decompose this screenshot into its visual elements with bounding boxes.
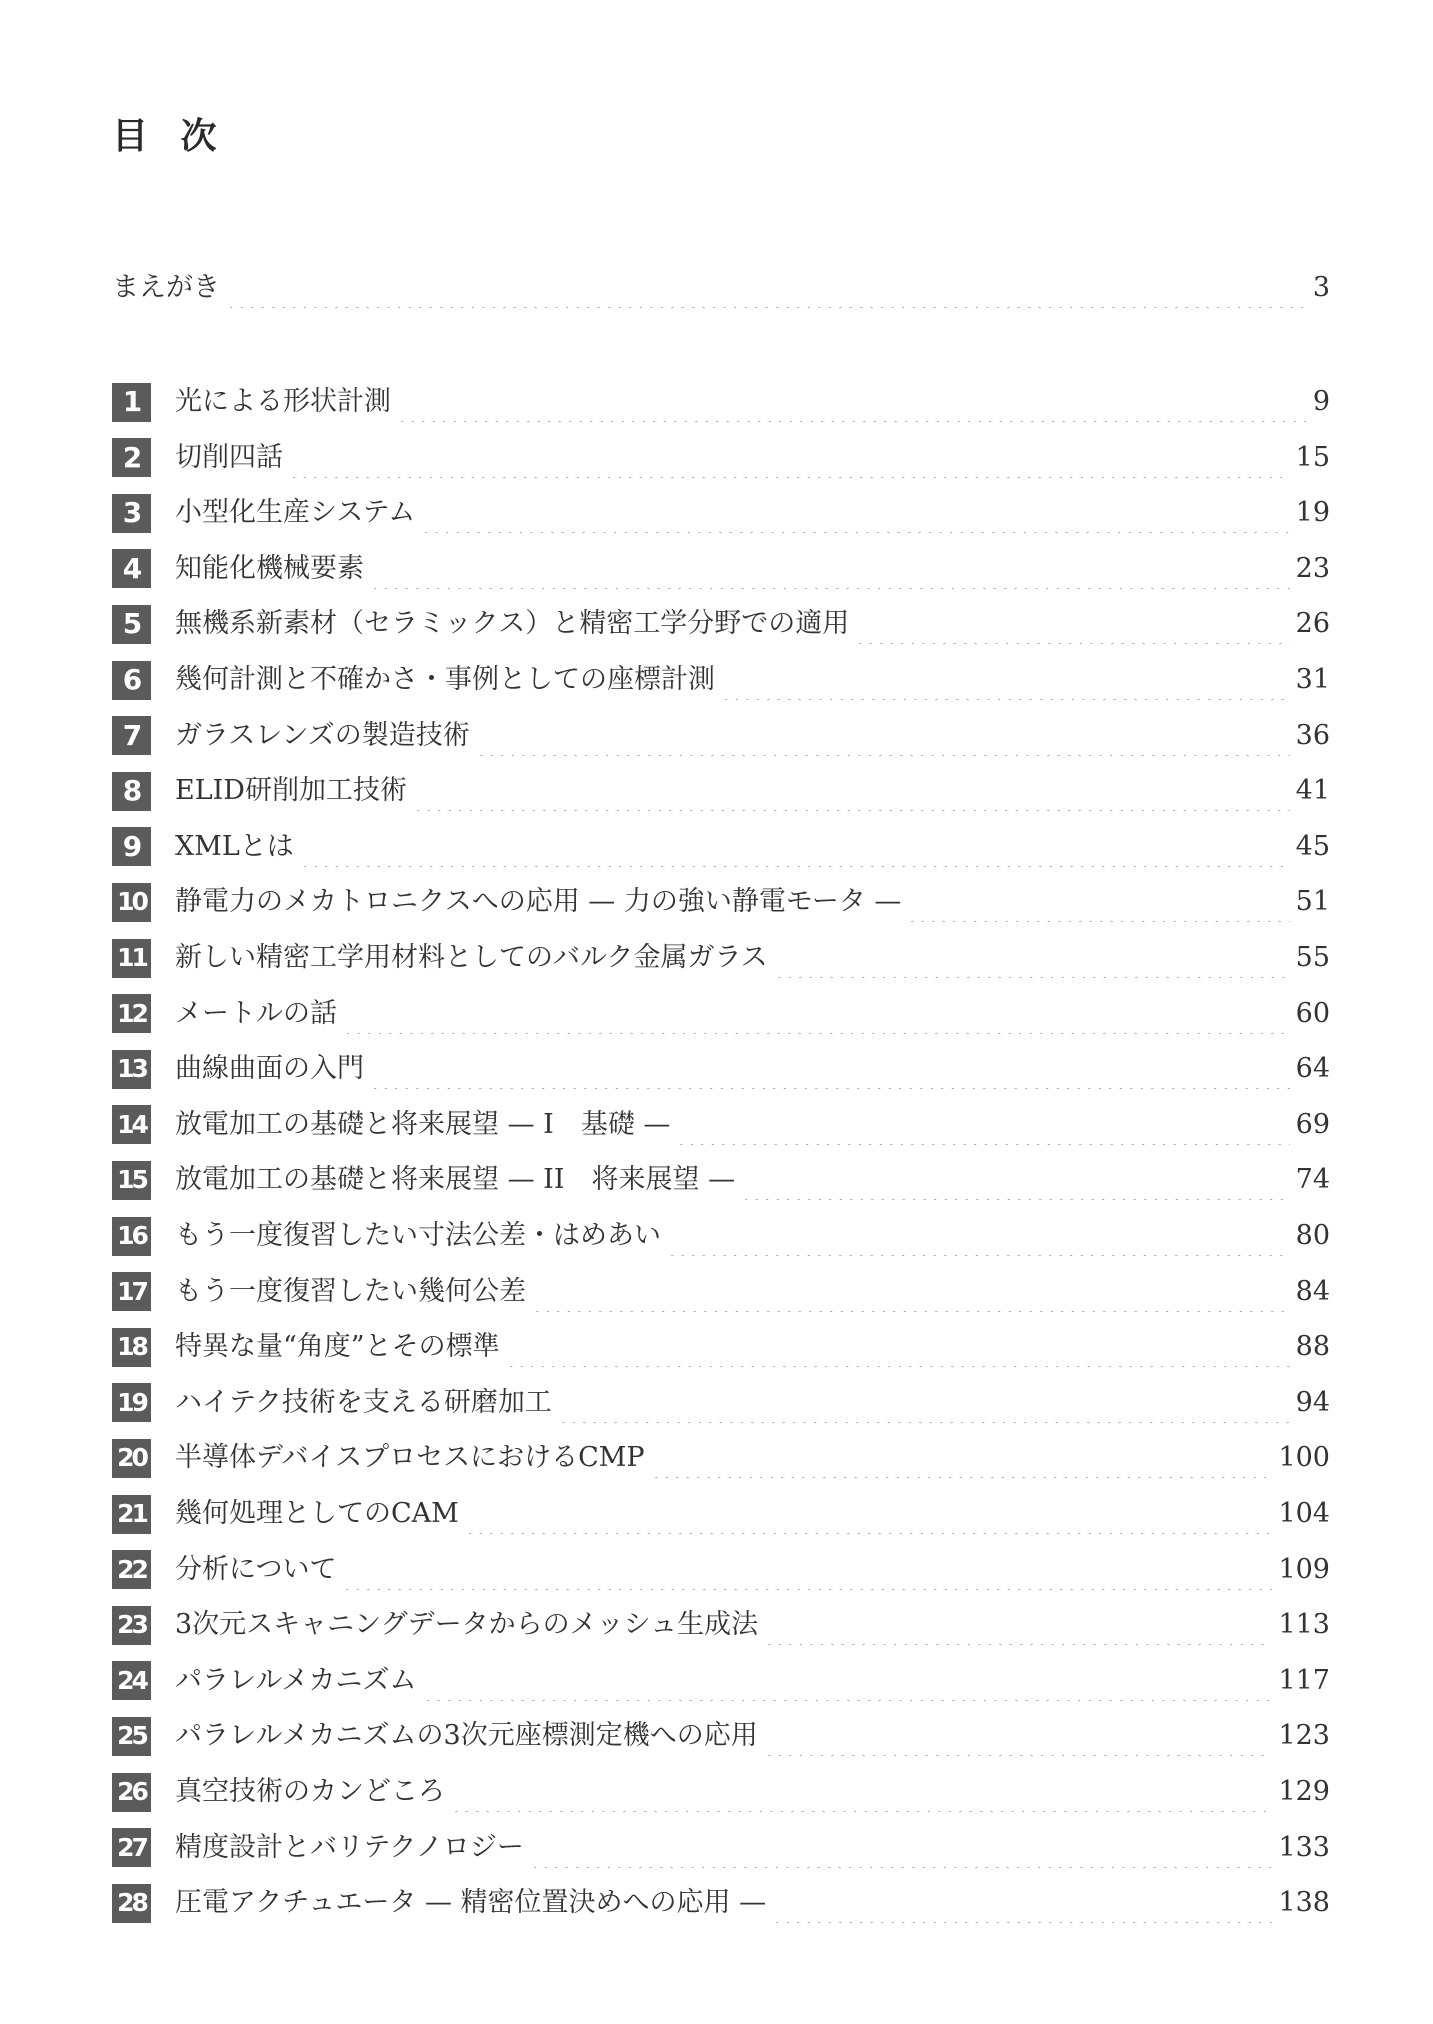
leader-dots: [413, 771, 1290, 811]
leader-dots: [423, 1661, 1273, 1701]
toc-entry-row[interactable]: [112, 1105, 1330, 1145]
chapter-number-badge: 14: [112, 1105, 151, 1144]
toc-page-number: 3: [1312, 272, 1330, 303]
toc-entry-title: 新しい精密工学用材料としてのバルク金属ガラス: [175, 942, 768, 973]
leader-dots: [676, 1105, 1289, 1145]
toc-entry-title: もう一度復習したい寸法公差・はめあい: [175, 1220, 661, 1251]
toc-entry-row[interactable]: [112, 1550, 1330, 1590]
toc-page-number: 15: [1295, 441, 1330, 473]
toc-page-number: 64: [1295, 1053, 1330, 1085]
leader-dots: [370, 549, 1290, 589]
toc-page-number: 9: [1312, 386, 1330, 417]
chapter-number-badge: 13: [112, 1050, 151, 1089]
toc-entry-title: 半導体デバイスプロセスにおけるCMP: [175, 1442, 645, 1474]
toc-entry-title: 切削四話: [175, 441, 283, 473]
toc-entry-title: 分析について: [175, 1553, 337, 1585]
leader-dots: [532, 1272, 1290, 1312]
leader-dots: [530, 1828, 1273, 1868]
toc-entry-title: ELID研削加工技術: [175, 775, 407, 807]
toc-entry-row[interactable]: [112, 1883, 1330, 1923]
toc-page-number: 51: [1295, 886, 1330, 918]
chapter-number-badge: 26: [112, 1773, 151, 1812]
toc-entry-row[interactable]: [112, 1327, 1330, 1367]
toc-entry-row[interactable]: [112, 1494, 1330, 1534]
leader-dots: [465, 1494, 1273, 1534]
chapter-number-badge: 22: [112, 1550, 151, 1589]
chapter-number-badge: 21: [112, 1495, 151, 1534]
toc-entry-title: 曲線曲面の入門: [175, 1053, 364, 1085]
chapter-number-badge: 7: [112, 716, 151, 755]
toc-entry-row[interactable]: [112, 382, 1330, 422]
chapter-number-badge: 17: [112, 1272, 151, 1311]
leader-dots: [741, 1160, 1290, 1200]
toc-page-number: 60: [1295, 997, 1330, 1029]
toc-entry-title: 特異な量“角度”とその標準: [175, 1331, 500, 1363]
toc-entry-row[interactable]: [112, 1772, 1330, 1812]
toc-entry-title: 知能化機械要素: [175, 552, 364, 584]
chapter-number-badge: 6: [112, 661, 151, 700]
toc-entry-row[interactable]: [112, 1438, 1330, 1478]
chapter-number-badge: 16: [112, 1217, 151, 1256]
chapter-number-badge: 25: [112, 1717, 151, 1756]
toc-page-number: 123: [1278, 1720, 1330, 1752]
leader-dots: [289, 438, 1290, 478]
chapter-number-badge: 20: [112, 1439, 151, 1478]
toc-entry-title: 精度設計とバリテクノロジー: [175, 1831, 524, 1863]
toc-entry-title: ハイテク技術を支える研磨加工: [175, 1386, 552, 1418]
toc-entry-title: もう一度復習したい幾何公差: [175, 1275, 526, 1307]
toc-page-number: 41: [1295, 775, 1330, 807]
chapter-number-badge: 18: [112, 1328, 151, 1367]
toc-page-number: 23: [1295, 552, 1330, 584]
chapter-number-badge: 8: [112, 772, 151, 811]
toc-entry-row[interactable]: [112, 827, 1330, 867]
leader-dots: [774, 938, 1290, 978]
toc-page-number: 88: [1295, 1331, 1330, 1363]
leader-dots: [397, 382, 1307, 422]
toc-entry-title: 放電加工の基礎と将来展望 — II 将来展望 —: [175, 1164, 736, 1196]
toc-entry-row[interactable]: [112, 1605, 1330, 1645]
toc-entry-row[interactable]: [112, 438, 1330, 478]
toc-entry-title: ガラスレンズの製造技術: [175, 719, 470, 751]
toc-entry-row[interactable]: [112, 1383, 1330, 1423]
toc-page-number: 69: [1295, 1108, 1330, 1140]
toc-entry-title: パラレルメカニズムの3次元座標測定機への応用: [175, 1720, 758, 1752]
toc-page-number: 55: [1295, 942, 1330, 973]
leader-dots: [226, 268, 1307, 308]
toc-entry-row[interactable]: [112, 1716, 1330, 1756]
leader-dots: [772, 1883, 1272, 1923]
toc-entry-row[interactable]: [112, 660, 1330, 700]
toc-page-number: 84: [1295, 1275, 1330, 1307]
leader-dots: [855, 604, 1289, 644]
toc-entry-row[interactable]: [112, 1049, 1330, 1089]
chapter-number-badge: 5: [112, 605, 151, 644]
toc-page-number: 74: [1295, 1164, 1330, 1196]
toc-entry-title: 圧電アクチュエータ — 精密位置決めへの応用 —: [175, 1887, 767, 1919]
leader-dots: [451, 1772, 1272, 1812]
toc-page-number: 138: [1278, 1887, 1330, 1919]
toc-entry-row[interactable]: [112, 1216, 1330, 1256]
leader-dots: [651, 1438, 1273, 1478]
chapter-number-badge: 11: [112, 939, 151, 978]
toc-entry-title: 放電加工の基礎と将来展望 — I 基礎 —: [175, 1108, 671, 1140]
toc-entry-row[interactable]: [112, 1828, 1330, 1868]
toc-page-number: 36: [1295, 719, 1330, 751]
chapter-number-badge: 4: [112, 549, 151, 588]
toc-page-number: 94: [1295, 1386, 1330, 1418]
toc-entry-row[interactable]: [112, 1272, 1330, 1312]
chapter-number-badge: 9: [112, 827, 151, 866]
leader-dots: [342, 1550, 1272, 1590]
toc-entry-title: 幾何処理としてのCAM: [175, 1498, 459, 1529]
toc-entry-row[interactable]: [112, 1661, 1330, 1701]
leader-dots: [421, 493, 1289, 533]
toc-entry-title: 小型化生産システム: [175, 497, 416, 529]
chapter-number-badge: 15: [112, 1161, 151, 1200]
toc-entry-row[interactable]: [112, 493, 1330, 533]
toc-entry-row[interactable]: [112, 604, 1330, 644]
toc-page-number: 80: [1295, 1220, 1330, 1251]
toc-entry-title: XMLとは: [175, 830, 294, 862]
leader-dots: [667, 1216, 1290, 1256]
toc-page-number: 100: [1278, 1442, 1330, 1474]
toc-page-number: 109: [1278, 1553, 1330, 1585]
leader-dots: [558, 1383, 1290, 1423]
toc-page-number: 129: [1278, 1776, 1330, 1807]
chapter-number-badge: 28: [112, 1884, 151, 1923]
toc-entry-title: 3次元スキャニングデータからのメッシュ生成法: [175, 1609, 759, 1641]
toc-entry-row[interactable]: [112, 882, 1330, 922]
leader-dots: [506, 1327, 1290, 1367]
toc-entry-title: 光による形状計測: [175, 386, 391, 417]
toc-page-number: 133: [1278, 1831, 1330, 1863]
leader-dots: [300, 827, 1290, 867]
chapter-number-badge: 23: [112, 1606, 151, 1645]
toc-entry-row[interactable]: [112, 1160, 1330, 1200]
toc-entry-title: 静電力のメカトロニクスへの応用 — 力の強い静電モータ —: [175, 886, 902, 918]
toc-entry-row[interactable]: [112, 771, 1330, 811]
toc-entry-row[interactable]: [112, 549, 1330, 589]
leader-dots: [907, 882, 1289, 922]
chapter-number-badge: 27: [112, 1828, 151, 1867]
leader-dots: [721, 660, 1290, 700]
toc-page-number: 26: [1295, 608, 1330, 640]
leader-dots: [764, 1605, 1272, 1645]
toc-preface-row[interactable]: [112, 268, 1330, 308]
toc-page-number: 45: [1295, 830, 1330, 862]
toc-page-number: 117: [1278, 1664, 1330, 1696]
toc-page-number: 113: [1278, 1609, 1330, 1641]
chapter-number-badge: 2: [112, 438, 151, 477]
leader-dots: [370, 1049, 1290, 1089]
toc-entry-row[interactable]: [112, 716, 1330, 756]
toc-page-number: 31: [1295, 664, 1330, 695]
chapter-number-badge: 1: [112, 383, 151, 422]
toc-page-number: 19: [1295, 497, 1330, 529]
toc-entry-title: 幾何計測と不確かさ・事例としての座標計測: [175, 664, 715, 695]
toc-entry-title: メートルの話: [175, 997, 337, 1029]
chapter-number-badge: 10: [112, 883, 151, 922]
page-title: 目 次: [112, 115, 227, 157]
leader-dots: [343, 994, 1290, 1034]
toc-entry-title: 無機系新素材（セラミックス）と精密工学分野での適用: [175, 608, 850, 640]
leader-dots: [476, 716, 1290, 756]
leader-dots: [764, 1716, 1273, 1756]
chapter-number-badge: 24: [112, 1661, 151, 1700]
chapter-number-badge: 19: [112, 1383, 151, 1422]
toc-entry-row[interactable]: [112, 938, 1330, 978]
chapter-number-badge: 12: [112, 994, 151, 1033]
toc-entry-title: 真空技術のカンどころ: [175, 1776, 445, 1807]
toc-entry-title: パラレルメカニズム: [175, 1664, 417, 1696]
toc-page-number: 104: [1278, 1498, 1330, 1529]
toc-entry-row[interactable]: [112, 994, 1330, 1034]
chapter-number-badge: 3: [112, 494, 151, 533]
toc-entry-title: まえがき: [112, 272, 220, 303]
